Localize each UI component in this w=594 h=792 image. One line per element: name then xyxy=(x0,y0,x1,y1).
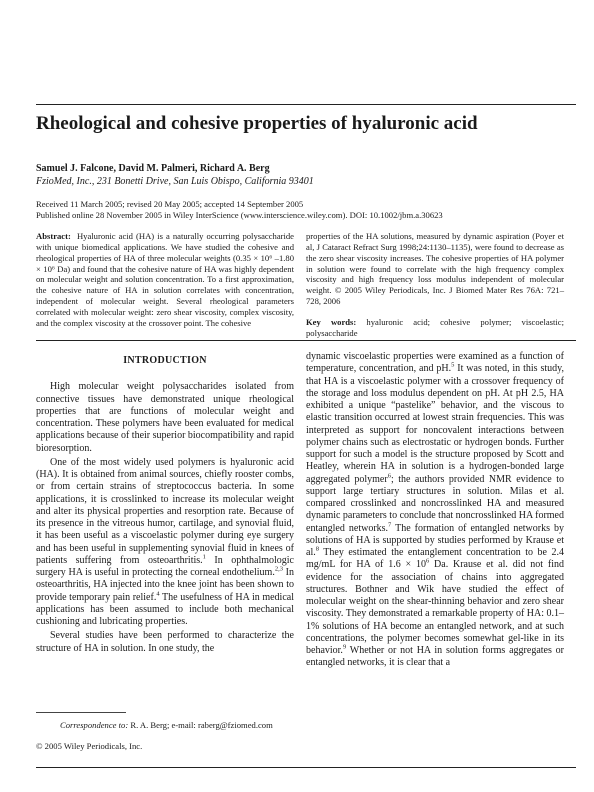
footnote-rule xyxy=(36,712,126,713)
affiliation: FzioMed, Inc., 231 Bonetti Drive, San Luis Obispo, California 93401 xyxy=(36,176,314,187)
keywords-label: Key words: xyxy=(306,316,357,327)
published-online: Published online 28 November 2005 in Wiley InterScience (www.interscience.wiley.com). DOI: 10.1002/jbm.a.30623 xyxy=(36,210,443,220)
header-rule xyxy=(36,104,576,105)
citation-ref: 2,3 xyxy=(274,565,283,573)
abstract-text-left: Hyaluronic acid (HA) is a naturally occurring polysaccharide with unique biomedical applications. We have studied the cohesive and rheological properties of HA of three molecular weights (0.35 × 10⁶ –1.80 × 10⁶ Da) and found that the cohesive nature of HA was highly dependent on molecular weight and solution concentration. To a first approximation, the cohesive nature of HA in solution correlates with concentration, independent of molecular weight. Several rheological parameters correlated with molecular weight: zero shear viscosity, complex viscosity, and the complex viscosity at the crossover point. The cohesive xyxy=(36,231,294,328)
abstract-rule xyxy=(36,340,576,341)
citation-ref: 8 xyxy=(315,545,319,553)
correspondence-note xyxy=(60,720,273,730)
keywords-text: hyaluronic acid; cohesive polymer; viscoelastic; polysaccharide xyxy=(306,316,564,338)
received-date: Received 11 March 2005; revised 20 May 2005; accepted 14 September 2005 xyxy=(36,199,304,209)
citation-ref: 4 xyxy=(156,590,160,598)
body-right-column xyxy=(306,351,564,670)
copyright-notice: © 2005 Wiley Periodicals, Inc. xyxy=(36,741,143,751)
publication-dates xyxy=(36,199,576,221)
correspondence-label: Correspondence to: xyxy=(60,720,129,730)
section-heading-introduction: INTRODUCTION xyxy=(123,355,207,366)
correspondence-text: R. A. Berg; e-mail: raberg@fziomed.com xyxy=(128,720,273,730)
paragraph: Several studies have been performed to characterize the structure of HA in solution. In one study, the xyxy=(36,630,294,654)
paragraph: High molecular weight polysaccharides isolated from connective tissues have demonstrated unique rheological properties that are functions of molecular weight and concentration. These polymers have been evaluated for medical applications because of their superior biocompatibility and rapid bioresorption. xyxy=(36,381,294,454)
citation-ref: 7 xyxy=(388,521,392,529)
abstract-text-right: properties of the HA solutions, measured by dynamic aspiration (Poyer et al, J Cataract Refract Surg 1998;24:1130–1135), were found to decrease as the zero shear viscosity increases. The cohesive properties of HA polymer in solution were found to correlate with the high frequency complex viscosity and high frequency loss modulus independent of molecular weight. © 2005 Wiley Periodicals, Inc. J Biomed Mater Res 76A: 721–728, 2006 xyxy=(306,231,564,307)
citation-ref: 5 xyxy=(451,361,455,369)
exponent: 6 xyxy=(425,557,430,565)
citation-ref: 9 xyxy=(342,643,347,651)
author-list: Samuel J. Falcone, David M. Palmeri, Richard A. Berg xyxy=(36,163,270,174)
abstract-right-column xyxy=(306,231,564,339)
body-left-column xyxy=(36,351,294,655)
paragraph: One of the most widely used polymers is hyaluronic acid (HA). It is obtained from animal sources, chiefly rooster combs, or from certain strains of streptococcus bacteria. In some applications, it is crosslinked to increase its molecular weight and alter its physical properties and resorption rate. Because of its presence in the vitreous humor, cartilage, and synovial fluid, it has been useful as a viscoelastic polymer during eye surgery and has been useful in supplementing synovial fluid in knees of patients suffering from osteoarthritis.$^1$ In ophthalmologic surgery HA is useful in protecting the corneal endothelium.$^{2,3}$ In osteoarthritis, HA injected into the knee joint has been shown to provide temporary pain relief.$^4$ The usefulness of HA in medical applications has been assumed to include both mechanical cushioning and lubricating properties. xyxy=(36,456,294,627)
abstract-label: Abstract: xyxy=(36,231,71,241)
footer-rule xyxy=(36,767,576,768)
paragraph: dynamic viscoelastic properties were examined as a function of temperature, concentration, and pH.$^5$ It was noted, in this study, that HA is a viscoelastic polymer with a crossover frequency of the storage and loss modulus dependent on pH. At pH 2.5, HA exhibited a unique “pastelike” behavior, and the viscous to elastic transition occurred at lowest strain frequencies. This was interpreted as support for noncovalent interactions between polymer chains such as electrostatic or hydrogen bonds. Further support for such a model is the structure proposed by Scott and Heatley, wherein HA in solution is a hydrogen-bonded large aggregated polymer$^6$; the authors provided NMR evidence to support large tertiary structures in solution. Milas et al. compared crosslinked and noncrosslinked HA and measured dynamic parameters to conclude that noncrosslinked HA formed entangled networks.$^7$ The formation of entangled networks by solutions of HA is supported by studies performed by Krause et al.$^8$ They estimated the entanglement concentration to be 2.4 mg/mL for HA of $1.6 \times 10^6$ Da. Krause et al. did not find evidence for the association of chains into aggregated structures. Bothner and Wik have studied the effect of molecular weight on the shear-thinning behavior and zero shear viscosity. They demonstrated a remarkable property of HA: 0.1–1% solutions of HA become an entangled network, and at such concentrations, the polymer becomes somewhat gel-like in its behavior.$^9$ Whether or not HA in solution forms aggregates or entangled networks, it is clear that a xyxy=(306,351,564,669)
abstract-left-column xyxy=(36,231,294,329)
citation-ref: 1 xyxy=(202,553,206,561)
paper-title: Rheological and cohesive properties of hyaluronic acid xyxy=(36,113,478,134)
keywords xyxy=(306,317,564,339)
citation-ref: 6 xyxy=(387,472,391,480)
